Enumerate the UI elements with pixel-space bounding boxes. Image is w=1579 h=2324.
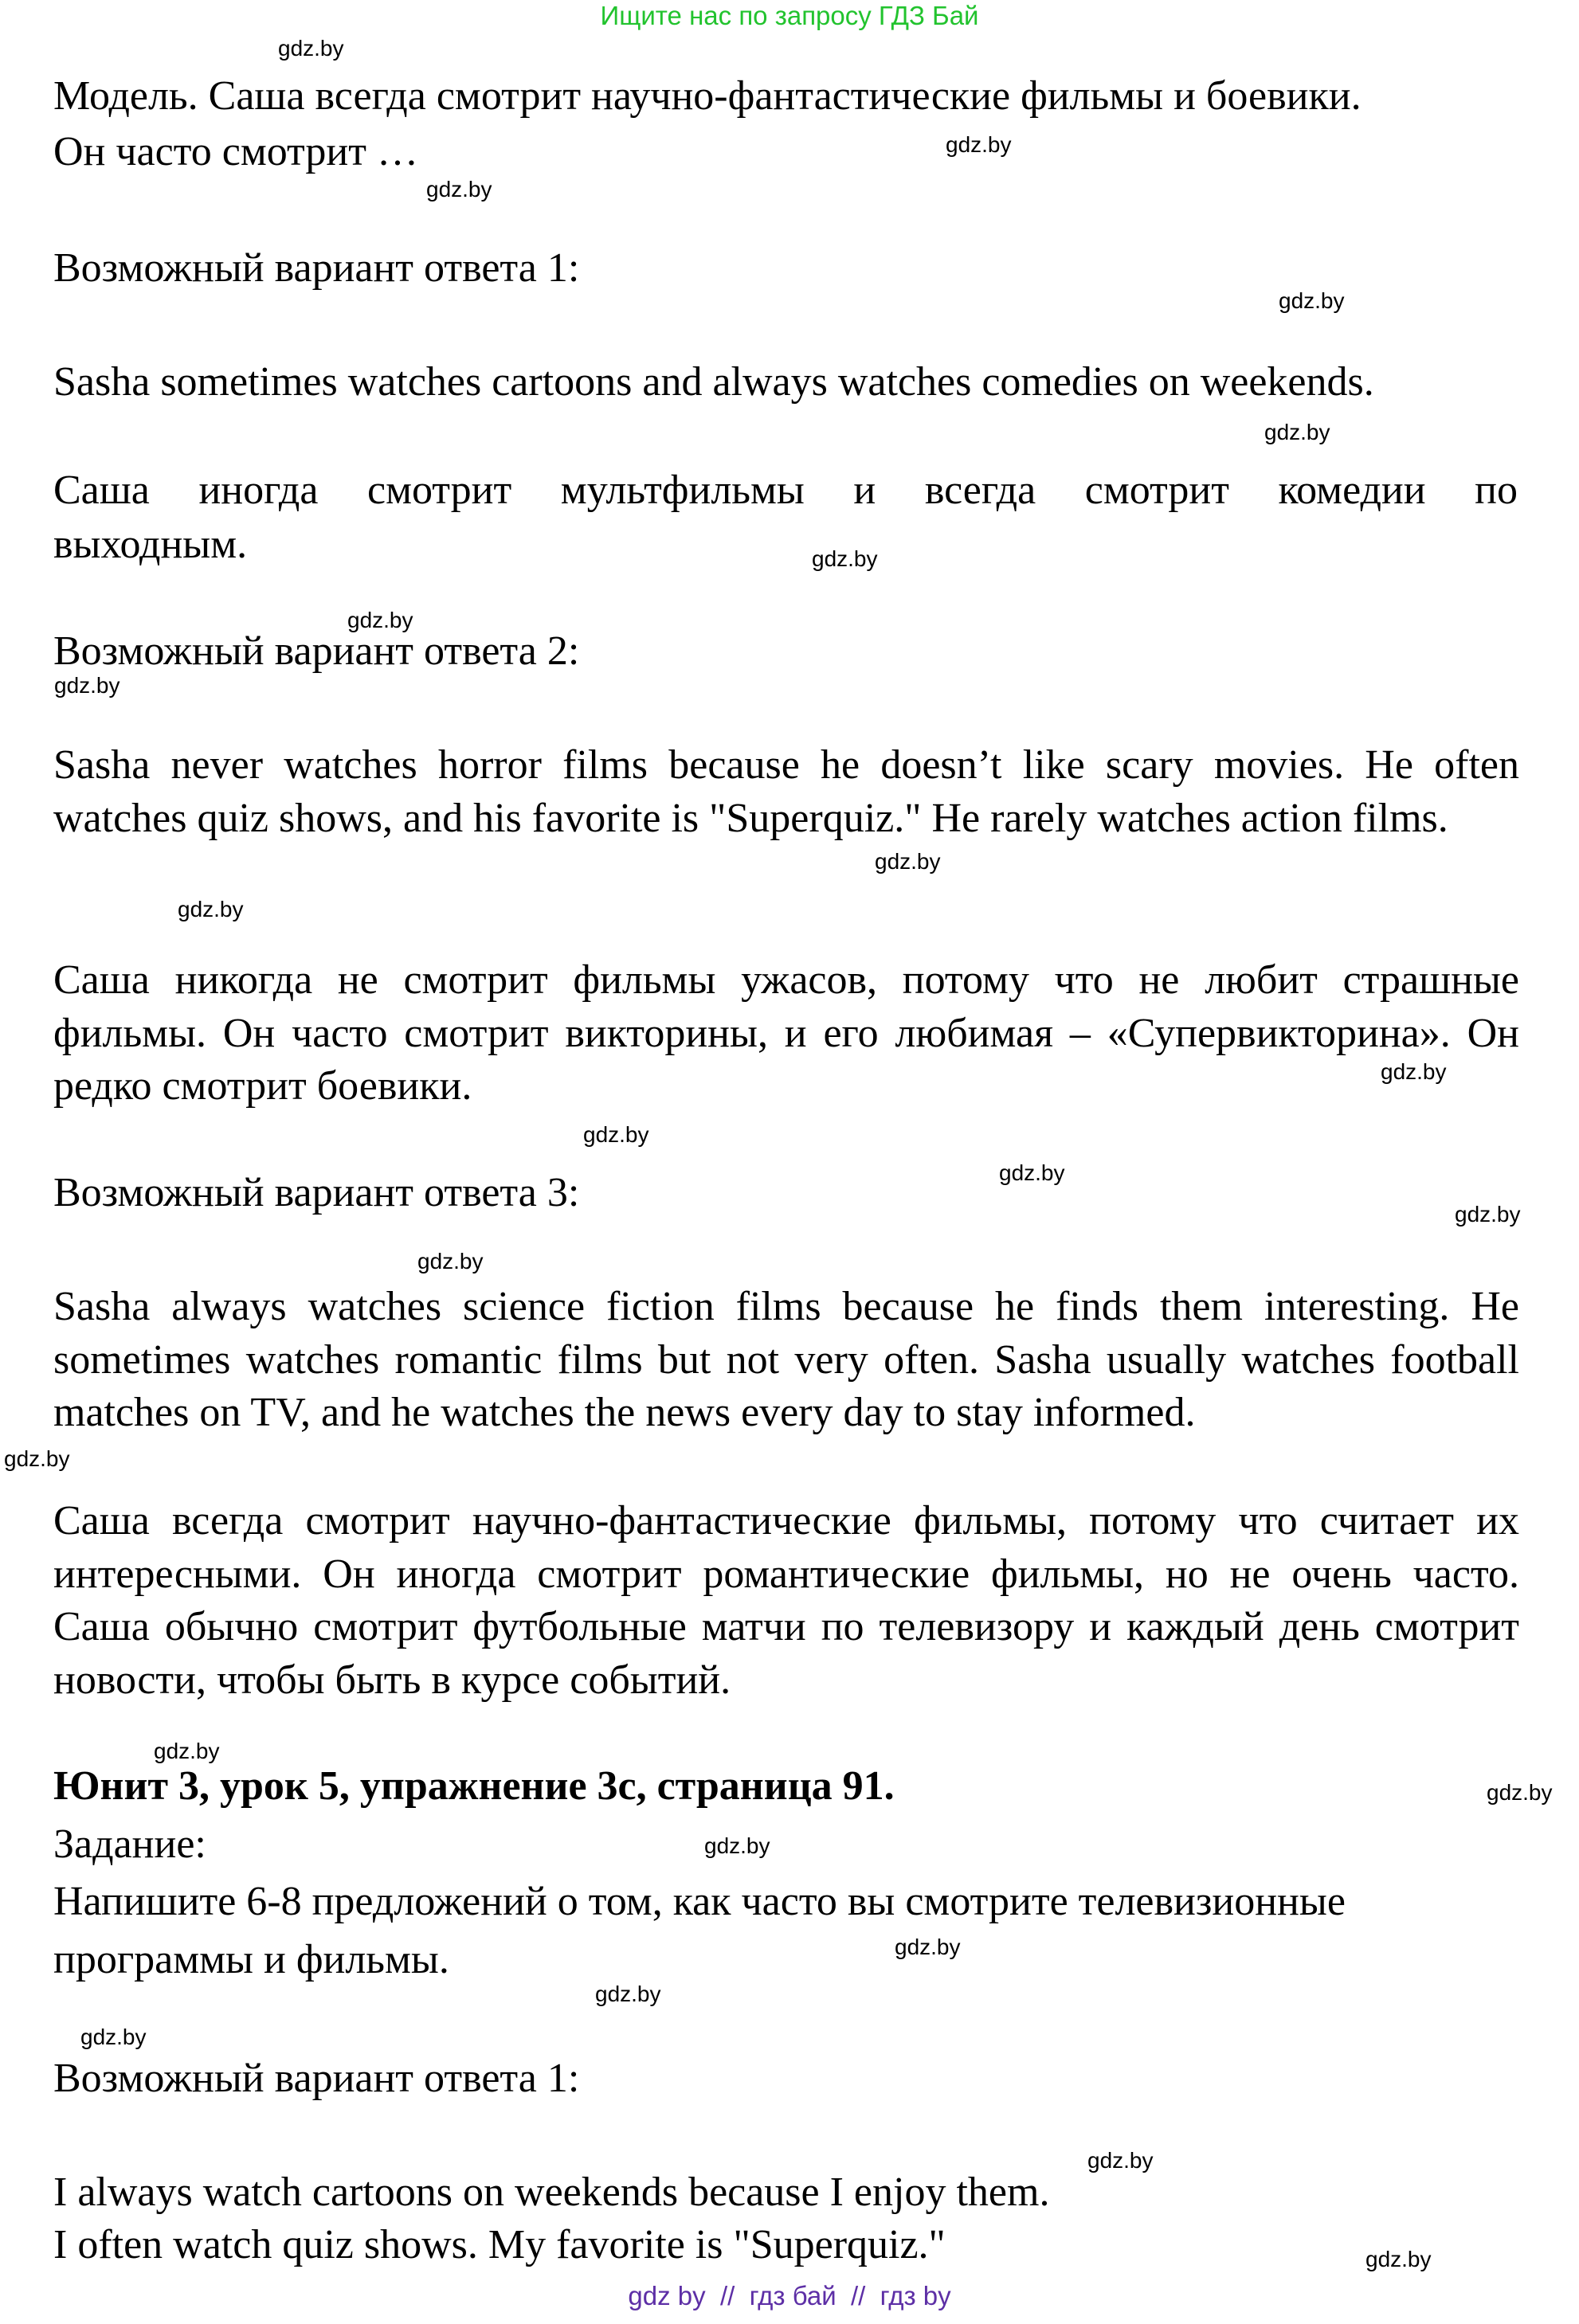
watermark: gdz.by [812,546,878,571]
watermark: gdz.by [895,1935,961,1959]
watermark: gdz.by [1487,1780,1553,1805]
watermark: gdz.by [1279,288,1345,313]
task-label: Задание: [53,1821,206,1867]
watermark: gdz.by [1365,2247,1432,2271]
watermark: gdz.by [1455,1202,1521,1227]
answer3-russian: Саша всегда смотрит научно-фантастические фильмы, потому что считает их интересными. Он иногда смотрит романтические фильмы, но не очень часто. Саша обычно смотрит футбольные матчи по телевизору и каждый день смотрит новости, чтобы быть в курсе событий. [53,1498,1519,1703]
answer2-russian: Саша никогда не смотрит фильмы ужасов, потому что не любит страшные фильмы. Он часто смотрит викторины, и его любимая – «Супервикторина». Он редко смотрит боевики. [53,957,1519,1109]
watermark: gdz.by [999,1160,1065,1185]
exercise-answer-heading: Возможный вариант ответа 1: [53,2056,580,2101]
watermark: gdz.by [583,1122,649,1147]
watermark: gdz.by [154,1739,220,1763]
answer1-russian-line-2: выходным. [53,522,248,567]
watermark: gdz.by [946,132,1012,157]
watermark: gdz.by [4,1446,70,1471]
answer2-english: Sasha never watches horror films because he doesn’t like scary movies. He often watches quiz shows, and his favorite is "Superquiz." He rarely watches action films. [53,742,1519,841]
watermark: gdz.by [704,1833,770,1858]
answer1-heading: Возможный вариант ответа 1: [53,245,580,291]
watermark: gdz.by [595,1982,661,2006]
answer1-russian-line-1 [53,464,1518,517]
answer1-english: Sasha sometimes watches cartoons and always watches comedies on weekends. [53,359,1374,405]
exercise-answer-line-1: I always watch cartoons on weekends because I enjoy them. [53,2169,1050,2215]
watermark: gdz.by [1087,2148,1154,2173]
task-line-2: программы и фильмы. [53,1937,449,1982]
watermark: gdz.by [417,1249,484,1274]
watermark: gdz.by [1264,420,1330,444]
watermark: gdz.by [347,608,413,632]
answer3-english: Sasha always watches science fiction films because he finds them interesting. He sometimes watches romantic films but not very often. Sasha usually watches football matches on TV, and he watches the news every day to stay informed. [53,1284,1519,1435]
model-line-1: Модель. Саша всегда смотрит научно-фантастические фильмы и боевики. [53,73,1362,119]
watermark: gdz.by [54,673,120,698]
answer2-heading: Возможный вариант ответа 2: [53,628,580,674]
model-line-2: Он часто смотрит … [53,129,418,174]
watermark: gdz.by [178,897,244,921]
watermark: gdz.by [278,36,344,61]
watermark: gdz.by [426,177,492,201]
answer3-heading: Возможный вариант ответа 3: [53,1170,580,1215]
watermark: gdz.by [80,2025,147,2049]
watermark: gdz.by [875,849,941,874]
task-line-1: Напишите 6-8 предложений о том, как часто вы смотрите телевизионные [53,1879,1346,1924]
watermark: gdz.by [1381,1059,1447,1084]
exercise-answer-line-2: I often watch quiz shows. My favorite is "Superquiz." [53,2222,946,2267]
footer-links[interactable]: gdz by // гдз бай // гдз by [628,2281,951,2310]
exercise-title: Юнит 3, урок 5, упражнение 3с, страница 91. [53,1763,895,1809]
search-banner[interactable]: Ищите нас по запросу ГДЗ Бай [600,1,979,30]
answer1-russian-text: Саша иногда смотрит мультфильмы и всегда смотрит комедии по [53,468,1518,513]
